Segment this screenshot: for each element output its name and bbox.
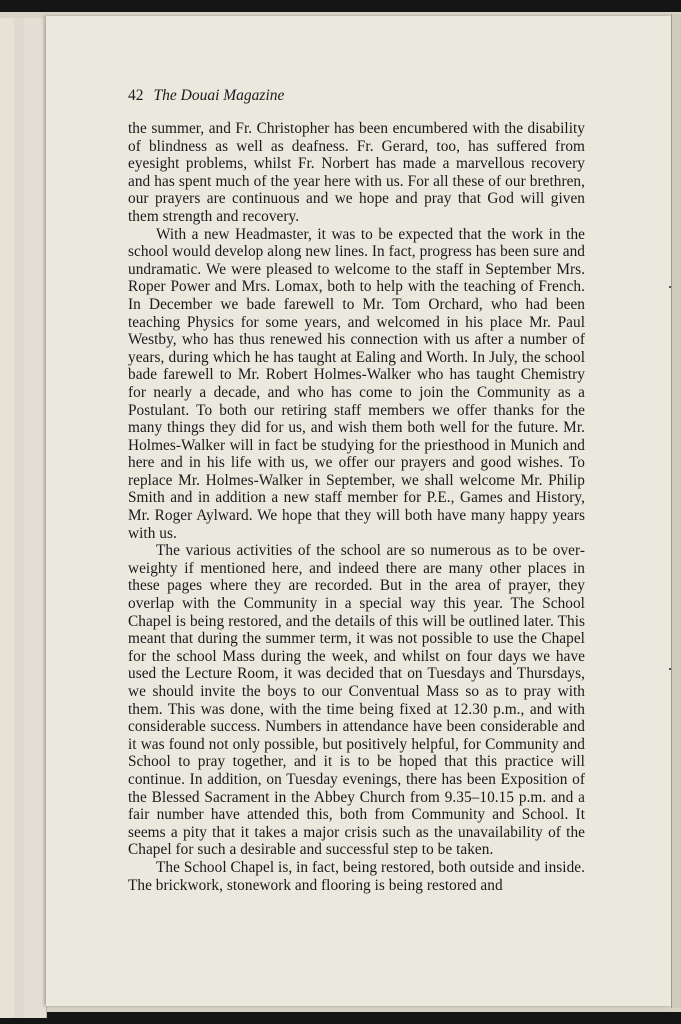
- paragraph-3: The various activities of the school are so numerous as to be over-weighty if mentioned here, and indeed there are many other places in these pages where they are recorded. But in the area of prayer, they overlap with the Community in a special way this year. The School Chapel is being restored, and the details of this will be outlined later. This meant that during the summer term, it was not possible to use the Chapel for the school Mass during the week, and whilst on four days we have used the Lecture Room, it was decided that on Tuesdays and Thursdays, we should invite the boys to our Conventual Mass so as to pray with them. This was done, with the time being fixed at 12.30 p.m., and with considerable success. Numbers in attendance have been considerable and it was found not only possible, but positively helpful, for Community and School to pray together, and it is to be hoped that this practice will continue. In addition, on Tuesday evenings, there has been Exposition of the Blessed Sacrament in the Abbey Church from 9.35–10.15 p.m. and a fair number have attended this, both from Community and School. It seems a pity that it takes a major crisis such as the unavailability of the Chapel for such a desirable and successful step to be taken.: [128, 542, 585, 859]
- paragraph-1: the summer, and Fr. Christopher has been encumbered with the disability of blindness as well as deafness. Fr. Gerard, too, has suffered from eyesight problems, whilst Fr. Norbert has made a marvellous recovery and has spent much of the year here with us. For all these of our brethren, our prayers are continuous and we hope and pray that God will given them strength and recovery.: [128, 120, 585, 225]
- page: [46, 16, 671, 1006]
- page-number: 42: [128, 87, 144, 104]
- running-header: [128, 87, 284, 105]
- page-edge-outer: [0, 18, 15, 1018]
- paragraph-2: With a new Headmaster, it was to be expected that the work in the school would develop along new lines. In fact, progress has been sure and undramatic. We were pleased to welcome to the staff in September Mrs. Roper Power and Mrs. Lomax, both to help with the teaching of French. In December we bade farewell to Mr. Tom Orchard, who had been teaching Physics for some years, and welcomed in his place Mr. Paul Westby, who has thus renewed his connection with us after a number of years, during which he has taught at Ealing and Worth. In July, the school bade farewell to Mr. Robert Holmes-Walker who has taught Chemistry for nearly a decade, and who has come to join the Community as a Postulant. To both our retiring staff members we offer thanks for the many things they did for us, and wish them both well for the future. Mr. Holmes-Walker will in fact be studying for the priesthood in Munich and here and in his life with us, we offer our prayers and good wishes. To replace Mr. Holmes-Walker in September, we shall welcome Mr. Philip Smith and in addition a new staff member for P.E., Games and History, Mr. Roger Aylward. We hope that they will both have many happy years with us.: [128, 225, 585, 542]
- paragraph-4: The School Chapel is, in fact, being restored, both outside and inside. The brickwork, stonework and flooring is being restored and: [128, 858, 585, 894]
- running-title: The Douai Magazine: [153, 87, 285, 104]
- page-edge-inner: [24, 18, 47, 1018]
- next-page-edge: [671, 14, 681, 1008]
- body-text: [128, 120, 585, 894]
